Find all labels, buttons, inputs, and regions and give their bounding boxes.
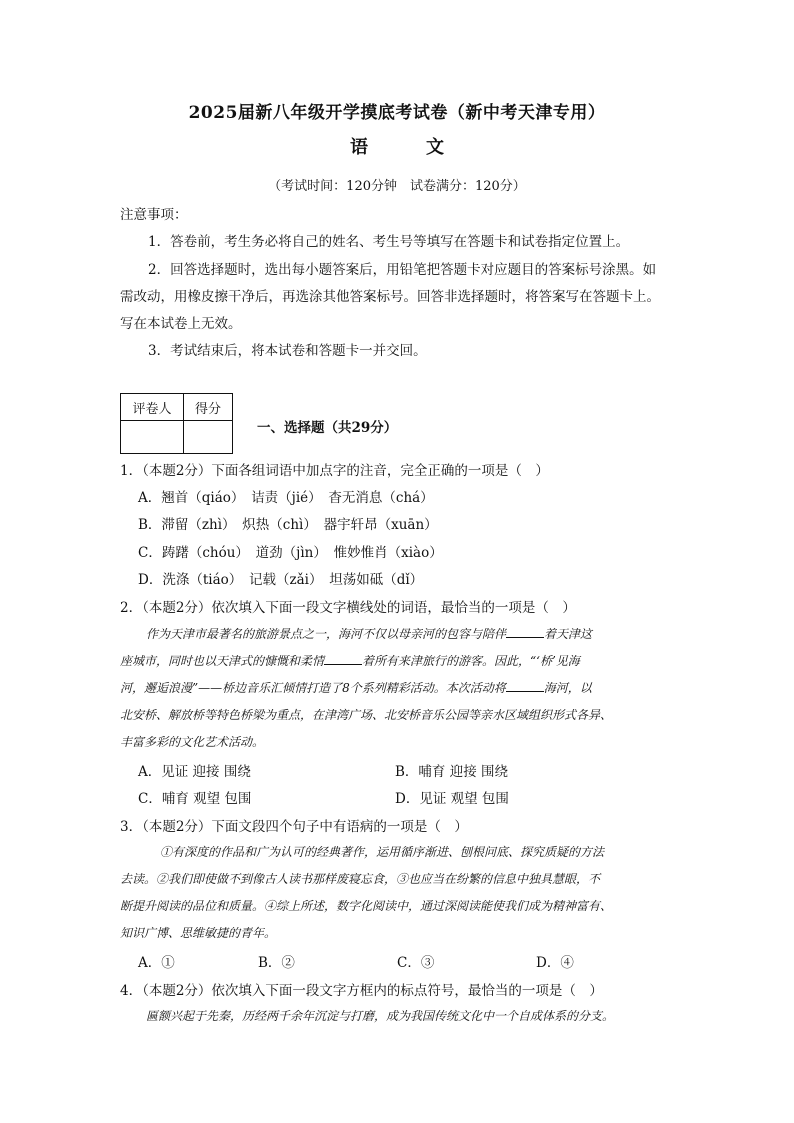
reviewer-cell — [121, 421, 184, 454]
q1-option-a: A．翘首（qiáo） 诘责（jié） 杳无消息（chá） — [138, 490, 434, 506]
q2-stem: 2．（本题2分）依次填入下面一段文字横线处的词语，最恰当的一项是（ ） — [120, 600, 576, 616]
q2-passage-line-5: 丰富多彩的文化艺术活动。 — [120, 735, 265, 749]
q3-option-d: D．④ — [536, 955, 574, 971]
q3-passage-line-4: 知识广博、思维敏捷的青年。 — [120, 926, 277, 940]
note-3: 3．考试结束后，将本试卷和答题卡一并交回。 — [148, 343, 427, 359]
q3-option-b: B．② — [258, 955, 295, 971]
q2-passage-text: 座城市，同时也以天津式的慷慨和柔情 — [120, 654, 325, 668]
q2-passage-text: 着所有来津旅行的游客。因此，“‘桥’见海 — [362, 654, 580, 668]
q3-option-a: A．① — [138, 955, 175, 971]
note-2-line-2: 需改动，用橡皮擦干净后，再选涂其他答案标号。回答非选择题时，将答案写在答题卡上。 — [120, 289, 660, 305]
q2-passage-text: 着天津这 — [544, 627, 593, 641]
q3-stem: 3．（本题2分）下面文段四个句子中有语病的一项是（ ） — [120, 819, 468, 835]
subject-char-1: 语 — [350, 137, 368, 158]
answer-blank — [506, 627, 544, 638]
note-2-line-1: 2．回答选择题时，选出每小题答案后，用铅笔把答题卡对应题目的答案标号涂黑。如 — [148, 262, 657, 278]
q2-passage-line-1 — [146, 625, 702, 642]
score-header: 得分 — [184, 394, 233, 421]
q2-passage-text: 海河，以 — [543, 681, 592, 695]
q2-passage-text: 作为天津市最著名的旅游景点之一，海河不仅以母亲河的包容与陪伴 — [146, 627, 507, 641]
note-2-line-3: 写在本试卷上无效。 — [120, 316, 242, 332]
subject-char-2: 文 — [426, 137, 444, 158]
q2-option-d: D．见证 观望 包围 — [395, 791, 509, 807]
q4-stem: 4．（本题2分）依次填入下面一段文字方框内的标点符号，最恰当的一项是（ ） — [120, 983, 603, 999]
q3-passage-line-2: 去读。②我们即使做不到像古人读书那样废寝忘食，③也应当在纷繁的信息中独具慧眼，不 — [120, 872, 601, 886]
q2-passage-line-2 — [120, 652, 676, 669]
reviewer-header: 评卷人 — [121, 394, 184, 421]
q2-option-a: A．见证 迎接 围绕 — [138, 764, 251, 780]
q2-passage-line-3 — [120, 679, 676, 696]
q2-option-b: B．哺育 迎接 围绕 — [395, 764, 509, 780]
q2-passage-text: 河，邂逅浪漫”——桥边音乐汇倾情打造了8个系列精彩活动。本次活动将 — [120, 681, 506, 695]
score-cell — [184, 421, 233, 454]
q3-option-c: C．③ — [397, 955, 435, 971]
q1-stem: 1．（本题2分）下面各组词语中加点字的注音，完全正确的一项是（ ） — [120, 463, 549, 479]
q2-option-c: C．哺育 观望 包围 — [138, 791, 252, 807]
q2-passage-line-4: 北安桥、解放桥等特色桥梁为重点，在津湾广场、北安桥音乐公园等亲水区域组织形式各异、 — [120, 708, 613, 722]
section-heading: 一、选择题（共29分） — [257, 420, 398, 436]
q1-option-c: C．踌躇（chóu） 道劲（jìn） 惟妙惟肖（xiào） — [138, 545, 443, 561]
score-table — [120, 393, 233, 454]
exam-title: 2025届新八年级开学摸底考试卷（新中考天津专用） — [188, 103, 606, 123]
q1-option-d: D．洗涤（tiáo） 记载（zǎi） 坦荡如砥（dǐ） — [138, 572, 424, 588]
q3-passage-line-1: ①有深度的作品和广为认可的经典著作，运用循序渐进、刨根问底、探究质疑的方法 — [160, 845, 605, 859]
q3-passage-line-3: 断提升阅读的品位和质量。④综上所述，数字化阅读中，通过深阅读能使我们成为精神富有、 — [120, 899, 613, 913]
notes-heading: 注意事项： — [120, 207, 188, 223]
note-1: 1．答卷前，考生务必将自己的姓名、考生号等填写在答题卡和试卷指定位置上。 — [148, 234, 630, 250]
q1-option-b: B．滞留（zhì） 炽热（chì） 器宇轩昂（xuān） — [138, 517, 438, 533]
q4-passage-line-1: 匾额兴起于先秦，历经两千余年沉淀与打磨，成为我国传统文化中一个自成体系的分支。 — [146, 1009, 615, 1023]
exam-meta: （考试时间：120分钟 试卷满分：120分） — [268, 179, 526, 194]
answer-blank — [324, 654, 362, 665]
answer-blank — [506, 681, 544, 692]
subject-title — [0, 133, 794, 159]
